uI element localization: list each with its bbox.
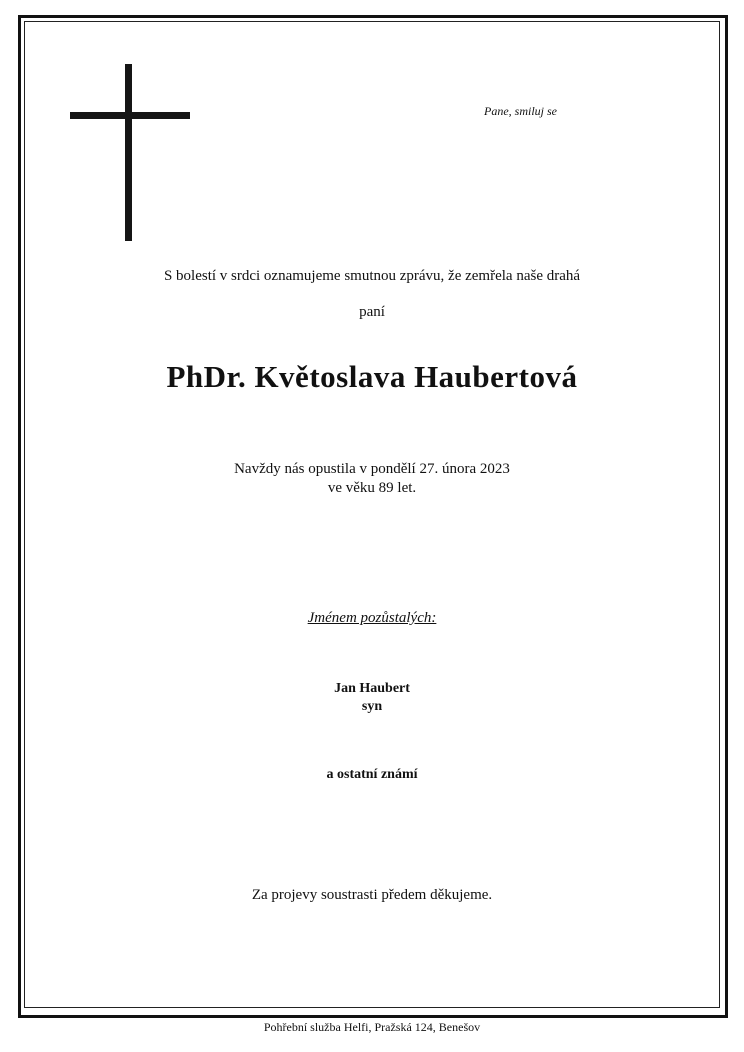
survivors-heading: Jménem pozůstalých:	[307, 610, 437, 626]
cross-vertical-bar	[125, 64, 132, 241]
age-line: ve věku 89 let.	[327, 480, 417, 496]
death-date-line: Navždy nás opustila v pondělí 27. února 2023	[234, 461, 510, 477]
survivor-name: Jan Haubert	[334, 681, 410, 696]
motto: Pane, smiluj se	[484, 104, 557, 118]
others-text: a ostatní známí	[326, 767, 418, 782]
footer-funeral-service: Pohřební služba Helfi, Pražská 124, Benešov	[263, 1020, 481, 1034]
survivor-relation: syn	[361, 699, 383, 714]
intro-text: S bolestí v srdci oznamujeme smutnou zprávu, že zemřela naše drahá	[163, 268, 581, 284]
cross-horizontal-bar	[70, 112, 190, 119]
thanks-text: Za projevy soustrasti předem děkujeme.	[251, 887, 493, 903]
deceased-name: PhDr. Květoslava Haubertová	[166, 359, 578, 394]
title-word: paní	[359, 304, 385, 320]
